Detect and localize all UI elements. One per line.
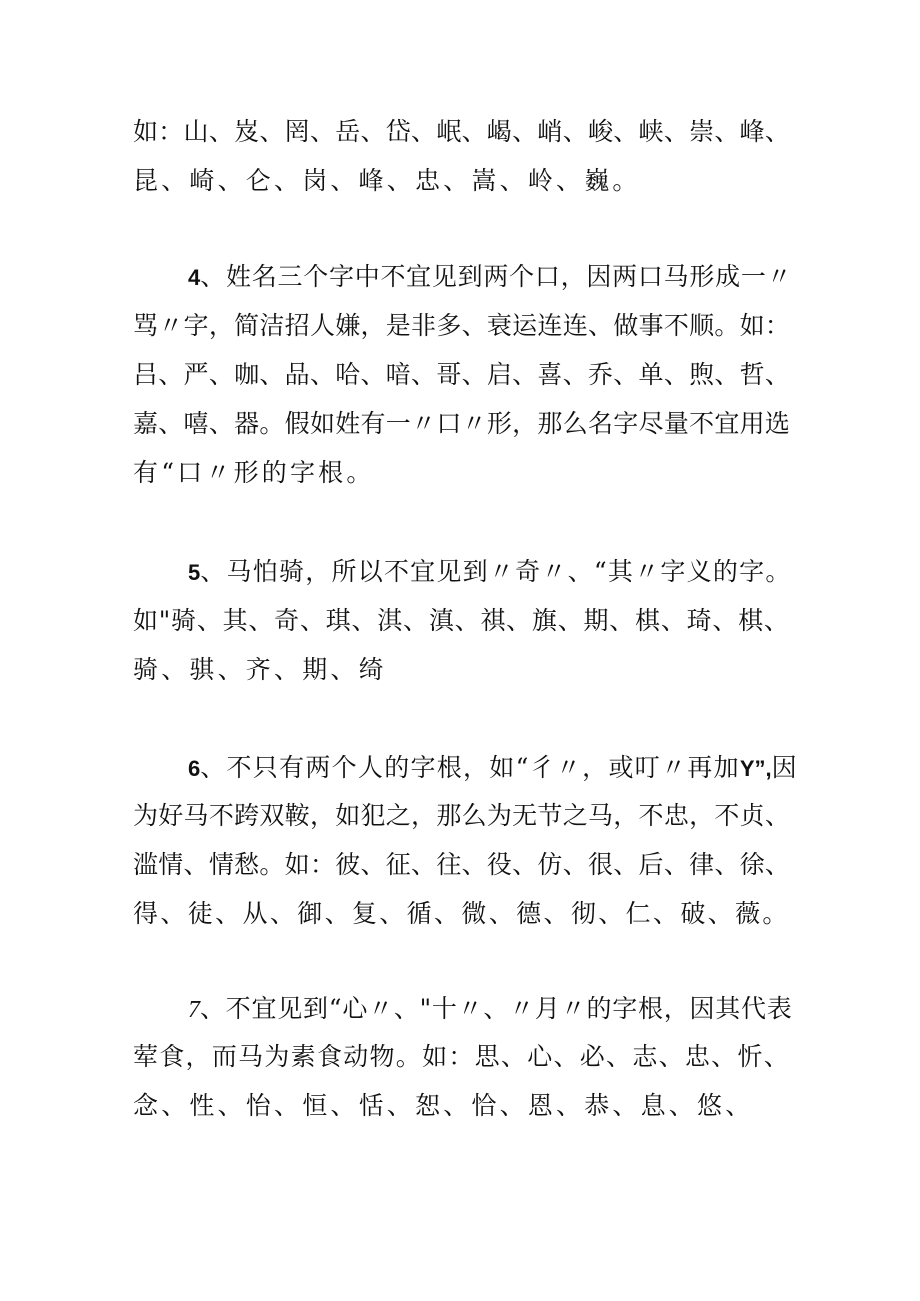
- item-number-5: 5: [188, 560, 201, 585]
- paragraph-5-line-3: 骑、骐、齐、期、绮: [133, 655, 387, 684]
- paragraph-5-line-1: [188, 557, 792, 588]
- paragraph-1-line-1: 如：山、岌、罔、岳、岱、岷、嵑、峭、峻、峡、崇、峰、: [133, 117, 791, 146]
- paragraph-7-line-2: 荤食，而马为素食动物。如：思、心、必、志、忠、忻、: [133, 1042, 791, 1071]
- paragraph-6-line-3: 滥情、情愁。如：彼、征、往、役、仿、很、后、律、徐、: [133, 850, 791, 879]
- paragraph-5-line-2: 如"骑、其、奇、琪、淇、滇、祺、旗、期、棋、琦、棋、: [133, 606, 790, 635]
- paragraph-6-latin: Y”,: [739, 756, 772, 781]
- paragraph-7-line-1: [188, 994, 793, 1025]
- item-number-7: 7: [188, 997, 200, 1023]
- paragraph-4-line-5: 有“口〃形的字根。: [133, 458, 375, 487]
- paragraph-6-line-1-text: 、不只有两个人的字根，如“彳〃，或叮〃再加: [200, 753, 740, 782]
- paragraph-4-line-1-text: 、姓名三个字中不宜见到两个口，因两口马形成一〃: [200, 262, 793, 291]
- paragraph-4-line-2: 骂〃字，简洁招人嫌，是非多、衰运连连、做事不顺。如：: [133, 311, 791, 340]
- paragraph-4-line-3: 吕、严、咖、品、哈、喑、哥、启、喜、乔、单、煦、哲、: [133, 360, 791, 389]
- paragraph-5-line-1-text: 、马怕骑，所以不宜见到〃奇〃、“其〃字义的字。: [200, 557, 792, 586]
- paragraph-1-line-2: 昆、崎、仑、岗、峰、忠、嵩、岭、巍。: [133, 166, 641, 195]
- paragraph-6-line-2: 为好马不跨双鞍，如犯之，那么为无节之马，不忠，不贞、: [133, 801, 791, 830]
- item-number-4: 4: [188, 265, 201, 290]
- paragraph-4-line-1: [188, 262, 792, 293]
- paragraph-7-line-1-text: 、不宜见到“心〃、"十〃、〃月〃的字根，因其代表: [200, 994, 793, 1023]
- paragraph-6-line-1: [188, 753, 798, 784]
- item-number-6: 6: [188, 756, 201, 781]
- paragraph-6-line-1-end: 因: [771, 753, 798, 782]
- paragraph-4-line-4: 嘉、嘻、器。假如姓有一〃口〃形，那么名字尽量不宜用选: [133, 409, 791, 438]
- paragraph-7-line-3: 念、性、怡、恒、恬、恕、恰、恩、恭、息、悠、: [133, 1091, 754, 1120]
- paragraph-6-line-4: 得、徒、从、御、复、循、微、德、彻、仁、破、薇。: [133, 899, 790, 928]
